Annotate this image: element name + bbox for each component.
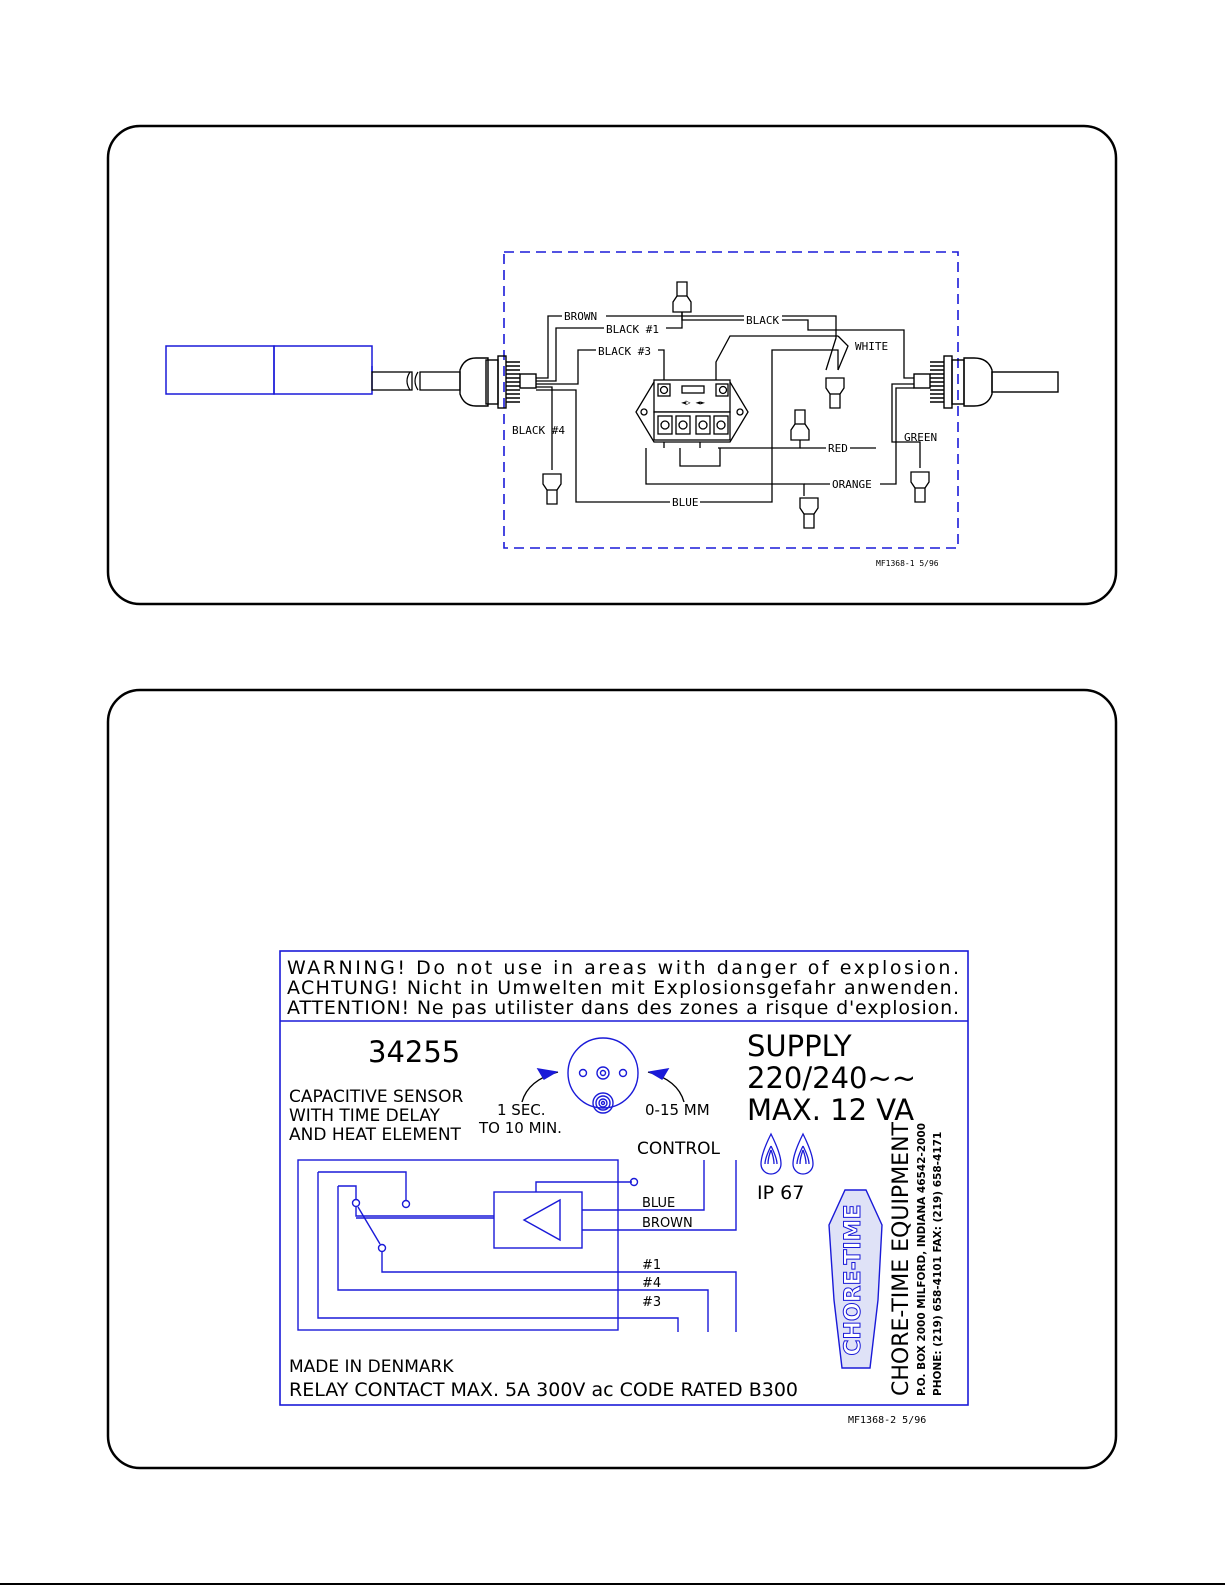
wire-label-red: RED xyxy=(828,442,848,455)
logo-text: CHORE-TIME xyxy=(841,1204,866,1356)
wire-label-brown: BROWN xyxy=(564,310,598,323)
warnings xyxy=(287,957,959,1019)
made-in: MADE IN DENMARK xyxy=(289,1357,454,1377)
figure-code-1: MF1368-1 5/96 xyxy=(876,559,939,568)
water-drop-icon xyxy=(761,1134,813,1174)
warning-fr: ATTENTION! Ne pas utilister dans des zones a risque d'explosion. xyxy=(287,997,959,1019)
relay-module xyxy=(636,380,748,442)
wire-label-orange: ORANGE xyxy=(832,478,872,491)
product-label-panel xyxy=(108,690,1116,1468)
wiring-diagram-panel xyxy=(108,126,1116,604)
warning-de: ACHTUNG! Nicht in Umwelten mit Explosionsgefahr anwenden. xyxy=(287,977,959,999)
connector-top xyxy=(673,282,691,312)
schematic-label-n4: #4 xyxy=(642,1276,662,1291)
schematic-label-blue: BLUE xyxy=(642,1196,676,1211)
wire-label-black4: BLACK #4 xyxy=(512,424,565,437)
supply-power: MAX. 12 VA xyxy=(747,1093,915,1127)
company-address: P.O. BOX 2000 MILFORD, INDIANA 46542-2000 xyxy=(916,1123,928,1396)
right-cable-gland xyxy=(914,356,1058,408)
control-label: CONTROL xyxy=(637,1139,721,1159)
distance-range: 0-15 MM xyxy=(645,1101,710,1119)
wire-label-black3: BLACK #3 xyxy=(598,345,651,358)
connector-orange xyxy=(800,498,818,528)
wire-label-green: GREEN xyxy=(904,431,938,444)
connector-white xyxy=(826,378,844,408)
connector-green xyxy=(911,472,929,502)
company-name: CHORE-TIME EQUIPMENT xyxy=(889,1122,914,1396)
wire-label-black1: BLACK #1 xyxy=(606,323,659,336)
delay-line-2: TO 10 MIN. xyxy=(479,1119,562,1137)
left-cable-gland xyxy=(460,356,536,408)
supply-info xyxy=(747,1029,916,1127)
wire-label-blue: BLUE xyxy=(672,496,699,509)
supply-voltage: 220/240~~ xyxy=(747,1061,917,1095)
supply-title: SUPPLY xyxy=(747,1029,852,1063)
description-line-2: WITH TIME DELAY xyxy=(289,1106,440,1126)
description-line-3: AND HEAT ELEMENT xyxy=(289,1125,461,1145)
company-phone: PHONE: (219) 658-4101 FAX: (219) 658-4171 xyxy=(932,1131,944,1396)
panel-frame-2 xyxy=(108,690,1116,1468)
panel-frame xyxy=(108,126,1116,604)
chore-time-logo xyxy=(829,1190,882,1368)
connector-black4 xyxy=(543,474,561,504)
connector-red xyxy=(791,410,809,440)
product-description xyxy=(289,1087,463,1145)
wire-label-white: WHITE xyxy=(855,340,889,353)
sensor-body xyxy=(166,346,460,394)
part-number: 34255 xyxy=(368,1035,461,1069)
warning-en: WARNING! Do not use in areas with danger of explosion. xyxy=(287,957,959,979)
schematic-label-brown: BROWN xyxy=(642,1216,693,1231)
schematic-label-n3: #3 xyxy=(642,1295,662,1310)
description-line-1: CAPACITIVE SENSOR xyxy=(289,1087,464,1107)
wire-label-black: BLACK xyxy=(746,314,780,327)
sensor-schematic xyxy=(298,1160,736,1332)
figure-code-2: MF1368-2 5/96 xyxy=(848,1415,927,1426)
relay-rating: RELAY CONTACT MAX. 5A 300V ac CODE RATED B300 xyxy=(289,1379,799,1401)
schematic-labels xyxy=(642,1196,693,1310)
ip-rating: IP 67 xyxy=(757,1182,805,1204)
relay-marking: ◄▷ ◄► xyxy=(680,398,706,407)
delay-line-1: 1 SEC. xyxy=(497,1101,546,1119)
schematic-label-n1: #1 xyxy=(642,1258,662,1273)
